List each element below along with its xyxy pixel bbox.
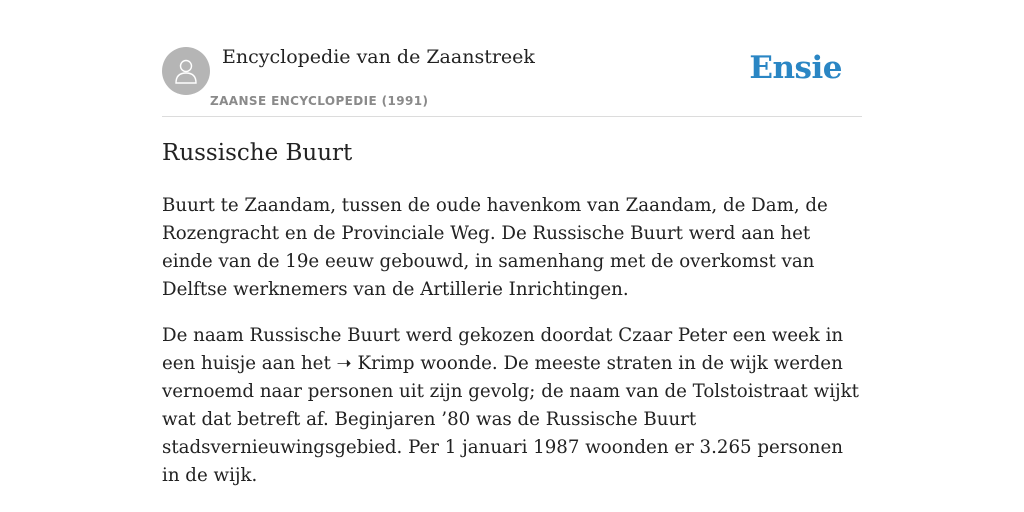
source-title[interactable]: Encyclopedie van de Zaanstreek [222,46,535,68]
paragraph-2-text-after: woonde. De meeste straten in de wijk werden vernoemd naar personen uit zijn gevolg; de naam van de Tolstoistraat wijkt wat dat betreft af. Beginjaren ’80 was de Russische Buurt stadsvernieuwingsgebied. Per 1 januari 1987 woonden er 3.265 personen in de wijk. [162,353,859,486]
paragraph-2-text-before: De naam Russische Buurt werd gekozen doordat Czaar Peter een week in een huisje aan het [162,325,844,374]
ensie-logo[interactable]: Ensie [749,50,842,86]
avatar [162,47,210,95]
paragraph-1: Buurt te Zaandam, tussen de oude havenkom van Zaandam, de Dam, de Rozengracht en de Provinciale Weg. De Russische Buurt werd aan het einde van de 19e eeuw gebouwd, in samenhang met de overkomst van Delftse werknemers van de Artillerie Inrichtingen. [162,195,828,300]
source-header [162,0,862,117]
article-body [162,192,862,508]
paragraph-2 [162,322,862,490]
source-subtitle: ZAANSE ENCYCLOPEDIE (1991) [210,94,429,108]
krimp-link[interactable]: ➝ Krimp [336,353,415,374]
article-title: Russische Buurt [162,140,353,166]
page-container [162,0,862,486]
user-icon [172,57,200,85]
